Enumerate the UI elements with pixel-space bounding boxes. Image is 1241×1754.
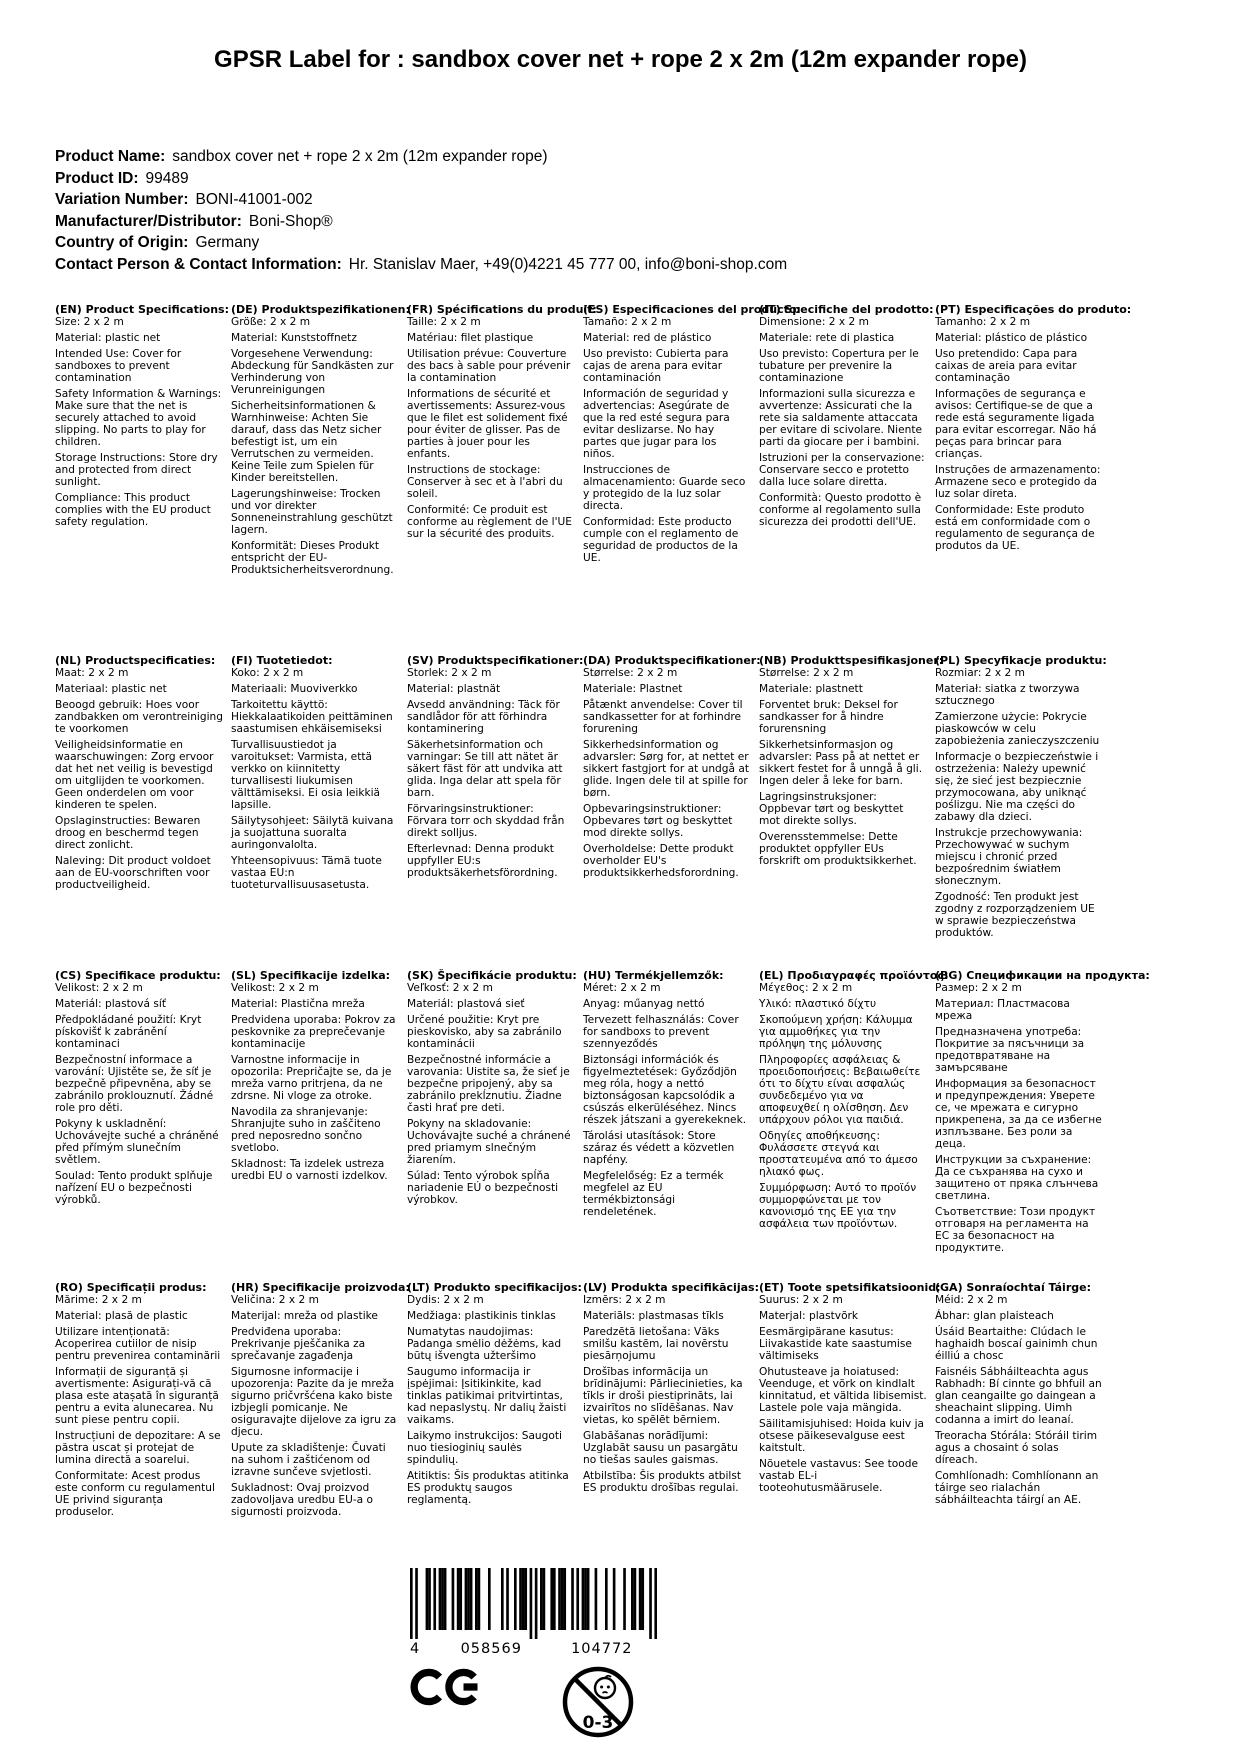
spec-paragraph: Tamanho: 2 x 2 m (935, 316, 1031, 328)
spec-block-da (583, 654, 761, 939)
spec-paragraph: Инструкции за съхранение: Да се съхранява на сухо и защитено от пряка слънчева светлина. (935, 1154, 1099, 1202)
spec-paragraph: Atbilstība: Šis produkts atbilst ES produktu drošības regulai. (583, 1470, 742, 1494)
spec-paragraph: Bezpečnostné informácie a varovania: Uistite sa, že sieť je bezpečne pripojený, aby sa zabránilo prekĺznutiu. Žiadne časti hrať pre deti. (407, 1054, 570, 1114)
compliance-marks (408, 1664, 636, 1740)
spec-paragraph: Größe: 2 x 2 m (231, 316, 311, 328)
spec-paragraph: Předpokládané použití: Kryt pískovišť k zabránění kontaminaci (55, 1014, 202, 1050)
spec-paragraph: Size: 2 x 2 m (55, 316, 124, 328)
spec-paragraph: Storlek: 2 x 2 m (407, 667, 492, 679)
spec-paragraph: Intended Use: Cover for sandboxes to prevent contamination (55, 348, 182, 384)
spec-paragraph: Förvaringsinstruktioner: Förvara torr och skyddad från direkt solljus. (407, 803, 565, 839)
spec-paragraph: Informations de sécurité et avertissements: Assurez-vous que le filet est solidement fixé pour éviter de glisser. Pas de parties à jouer pour les enfants. (407, 388, 568, 460)
field-value: 99489 (145, 169, 189, 187)
spec-paragraph: Avsedd användning: Täck för sandlådor för att förhindra kontaminering (407, 699, 560, 735)
spec-paragraph: Säilytysohjeet: Säilytä kuivana ja suojattuna suoralta auringonvalolta. (231, 815, 394, 851)
spec-paragraph: Pokyny k uskladnění: Uchovávejte suché a chráněné před přímým slunečním světlem. (55, 1118, 219, 1166)
spec-heading-fi: (FI) Tuotetiedot: (231, 654, 333, 667)
spec-block-ro (55, 1281, 223, 1518)
spec-row-2 (55, 654, 1107, 939)
spec-paragraph: Conformitate: Acest produs este conform cu regulamentul UE privind siguranța produselor. (55, 1470, 215, 1518)
spec-paragraph: Materiale: Plastnet (583, 683, 683, 695)
spec-paragraph: Utilisation prévue: Couverture des bacs à sable pour prévenir la contamination (407, 348, 571, 384)
spec-paragraph: Materijal: mreža od plastike (231, 1310, 378, 1322)
spec-paragraph: Material: Plastična mreža (231, 998, 365, 1010)
spec-paragraph: Размер: 2 x 2 m (935, 982, 1022, 994)
spec-paragraph: Lagringsinstruksjoner: Oppbevar tørt og beskyttet mot direkte sollys. (759, 791, 904, 827)
spec-heading-hu: (HU) Termékjellemzők: (583, 969, 724, 982)
spec-paragraph: Sikkerhetsinformasjon og advarsler: Pass på at nettet er sikkert festet for å unngå å gli. Ingen deler å leke for barn. (759, 739, 923, 787)
spec-paragraph: Størrelse: 2 x 2 m (583, 667, 678, 679)
spec-paragraph: Ohutusteave ja hoiatused: Veenduge, et võrk on kindlalt kinnitatud, et vältida libisemist. Lastele pole vaja mängida. (759, 1366, 927, 1414)
spec-paragraph: Zgodność: Ten produkt jest zgodny z rozporządzeniem UE w sprawie bezpieczeństwa produktów. (935, 891, 1095, 939)
spec-paragraph: Taille: 2 x 2 m (407, 316, 481, 328)
spec-paragraph: Soulad: Tento produkt splňuje nařízení EU o bezpečnosti výrobků. (55, 1170, 213, 1206)
spec-paragraph: Beoogd gebruik: Hoes voor zandbakken om verontreiniging te voorkomen (55, 699, 223, 735)
spec-block-nl (55, 654, 223, 939)
spec-heading-hr: (HR) Specifikacije proizvoda: (231, 1281, 410, 1294)
spec-paragraph: Anyag: műanyag nettó (583, 998, 705, 1010)
spec-heading-et: (ET) Toote spetsifikatsioonid: (759, 1281, 941, 1294)
spec-heading-bg: (BG) Спецификации на продукта: (935, 969, 1150, 982)
spec-heading-de: (DE) Produktspezifikationen: (231, 303, 410, 316)
spec-paragraph: Πληροφορίες ασφάλειας & προειδοποιήσεις: Βεβαιωθείτε ότι το δίχτυ είναι ασφαλώς συνδεδεμένο για να αποφευχθεί η ολίσθηση. Δεν υπάρχουν ρόλοι για παιδιά. (759, 1054, 921, 1126)
spec-heading-da: (DA) Produktspecifikationer: (583, 654, 761, 667)
spec-paragraph: Materiaali: Muoviverkko (231, 683, 358, 695)
spec-paragraph: Material: plástico de plástico (935, 332, 1088, 344)
spec-block-lt (407, 1281, 582, 1518)
spec-paragraph: Materiāls: plastmasas tīkls (583, 1310, 724, 1322)
spec-paragraph: Méid: 2 x 2 m (935, 1294, 1008, 1306)
spec-paragraph: Conformité: Ce produit est conforme au règlement de l'UE sur la sécurité des produits. (407, 504, 572, 540)
spec-row-3 (55, 969, 1150, 1254)
spec-paragraph: Glabāšanas norādījumi: Uzglabāt sausu un pasargātu no tiešas saules gaismas. (583, 1430, 738, 1466)
spec-paragraph: Uso previsto: Cubierta para cajas de arena para evitar contaminación (583, 348, 729, 384)
spec-paragraph: Instructions de stockage: Conserver à sec et à l'abri du soleil. (407, 464, 563, 500)
spec-block-pl (935, 654, 1107, 939)
page-title: GPSR Label for : sandbox cover net + rope 2 x 2m (12m expander rope) (214, 46, 1027, 73)
spec-paragraph: Safety Information & Warnings: Make sure that the net is securely attached to avoid slipping. No parts to play for children. (55, 388, 222, 448)
field-label: Country of Origin: (55, 234, 189, 251)
spec-paragraph: Efterlevnad: Denna produkt uppfyller EU:s produktsäkerhetsförordning. (407, 843, 558, 879)
baby-face-icon (595, 1678, 615, 1698)
field-label: Contact Person & Contact Information: (55, 255, 342, 273)
spec-paragraph: Påtænkt anvendelse: Cover til sandkassetter for at forhindre forurening (583, 699, 743, 735)
spec-block-et (759, 1281, 941, 1518)
spec-paragraph: Información de seguridad y advertencias: Asegúrate de que la red esté segura para evitar deslizarse. No hay partes que jugar para los niños. (583, 388, 730, 460)
spec-paragraph: Atitiktis: Šis produktas atitinka ES produktų saugos reglamentą. (407, 1470, 569, 1506)
spec-paragraph: Súlad: Tento výrobok spĺňa nariadenie EÚ o bezpečnosti výrobkov. (407, 1170, 559, 1206)
spec-paragraph: Conformità: Questo prodotto è conforme al regolamento sulla sicurezza dei prodotti dell'UE. (759, 492, 922, 528)
spec-block-fr (407, 303, 597, 576)
spec-row-4 (55, 1281, 1103, 1518)
spec-paragraph: Instrucciones de almacenamiento: Guarde seco y protegido de la luz solar directa. (583, 464, 746, 512)
spec-paragraph: Paredzētā lietošana: Vāks smilšu kastēm, lai novērstu piesārņojumu (583, 1326, 729, 1362)
spec-block-de (231, 303, 410, 576)
barcode-digit-first: 4 (410, 1641, 420, 1657)
spec-heading-es: (ES) Especificaciones del producto: (583, 303, 801, 316)
spec-paragraph: Bezpečnostní informace a varování: Ujistěte se, že síť je bezpečně připevněna, aby se zabránilo proklouznutí. Žádné role pro děti. (55, 1054, 214, 1114)
ean-barcode (410, 1568, 657, 1657)
spec-block-hr (231, 1281, 410, 1518)
spec-paragraph: Sicherheitsinformationen & Warnhinweise: Achten Sie darauf, dass das Netz sicher befestigt ist, um ein Verrutschen zu vermeiden. Keine Teile zum Spielen für Kinder bereitstellen. (231, 400, 382, 484)
spec-block-sv (407, 654, 584, 939)
spec-paragraph: Zamierzone użycie: Pokrycie piaskowców w celu zapobieżenia zanieczyszczeniu (935, 711, 1100, 747)
spec-heading-en: (EN) Product Specifications: (55, 303, 229, 316)
spec-paragraph: Rozmiar: 2 x 2 m (935, 667, 1025, 679)
spec-paragraph: Conformidade: Este produto está em conformidade com o regulamento de segurança de produtos da UE. (935, 504, 1095, 552)
spec-paragraph: Instruções de armazenamento: Armazene seco e protegido da luz solar direta. (935, 464, 1101, 500)
spec-paragraph: Υλικό: πλαστικό δίχτυ (759, 998, 877, 1010)
age-warning-0-3-icon (560, 1664, 636, 1740)
spec-paragraph: Dydis: 2 x 2 m (407, 1294, 484, 1306)
spec-paragraph: Sukladnost: Ovaj proizvod zadovoljava uredbu EU-a o sigurnosti proizvoda. (231, 1482, 374, 1518)
spec-paragraph: Veličina: 2 x 2 m (231, 1294, 319, 1306)
spec-paragraph: Materjal: plastvõrk (759, 1310, 859, 1322)
spec-paragraph: Ábhar: glan plaisteach (935, 1310, 1054, 1322)
spec-heading-el: (EL) Προδιαγραφές προϊόντος: (759, 969, 949, 982)
spec-paragraph: Laikymo instrukcijos: Saugoti nuo tiesioginių saulės spindulių. (407, 1430, 562, 1466)
spec-paragraph: Säilitamisjuhised: Hoida kuiv ja otsese päikesevalguse eest kaitstult. (759, 1418, 924, 1454)
spec-block-bg (935, 969, 1150, 1254)
spec-paragraph: Tervezett felhasználás: Cover for sandboxs to prevent szennyeződés (583, 1014, 739, 1050)
spec-heading-lv: (LV) Produkta specifikācijas: (583, 1281, 759, 1294)
spec-paragraph: Sigurnosne informacije i upozorenja: Pazite da je mreža sigurno pričvršćena kako biste izbjegli pomicanje. Ne osiguravajte dijelove za igru za djecu. (231, 1366, 397, 1438)
spec-paragraph: Yhteensopivuus: Tämä tuote vastaa EU:n tuoteturvallisuusasetusta. (231, 855, 382, 891)
spec-paragraph: Drošības informācija un brīdinājumi: Pārliecinieties, ka tīkls ir droši piestiprināts, lai izvairītos no slīdēšanas. Nav vietas, ko spēlēt bērniem. (583, 1366, 743, 1426)
barcode-bars (410, 1568, 657, 1639)
spec-heading-nb: (NB) Produkttspesifikasjoner: (759, 654, 944, 667)
spec-paragraph: Material: red de plástico (583, 332, 712, 344)
spec-paragraph: Predviđena uporaba: Prekrivanje pješčanika za sprečavanje zagađenja (231, 1326, 366, 1362)
spec-paragraph: Koko: 2 x 2 m (231, 667, 304, 679)
spec-heading-cs: (CS) Specifikace produktu: (55, 969, 221, 982)
spec-paragraph: Μέγεθος: 2 x 2 m (759, 982, 853, 994)
spec-paragraph: Numatytas naudojimas: Padanga smėlio dėžėms, kad būtų išvengta užteršimo (407, 1326, 562, 1362)
spec-paragraph: Izmērs: 2 x 2 m (583, 1294, 666, 1306)
spec-heading-sk: (SK) Špecifikácie produktu: (407, 969, 577, 982)
spec-block-el (759, 969, 949, 1254)
field-value: Boni-Shop® (248, 212, 333, 230)
spec-paragraph: Treoracha Stórála: Stóráil tirim agus a chosaint ó solas díreach. (935, 1430, 1098, 1466)
spec-paragraph: Istruzioni per la conservazione: Conservare secco e protetto dalla luce solare diretta. (759, 452, 925, 488)
spec-paragraph: Určené použitie: Kryt pre pieskovisko, aby sa zabránilo kontaminácii (407, 1014, 562, 1050)
spec-heading-pl: (PL) Specyfikacje produktu: (935, 654, 1107, 667)
field-value: Germany (195, 234, 260, 251)
spec-paragraph: Predvidena uporaba: Pokrov za peskovnike za preprečevanje kontaminacije (231, 1014, 396, 1050)
spec-paragraph: Οδηγίες αποθήκευσης: Φυλάσσετε στεγνά και προστατευμένα από το άμεσο ηλιακό φως. (759, 1130, 918, 1178)
field-value: sandbox cover net + rope 2 x 2m (12m expander rope) (172, 148, 548, 165)
spec-paragraph: Skladnost: Ta izdelek ustreza uredbi EU o varnosti izdelkov. (231, 1158, 388, 1182)
field-label: Manufacturer/Distributor: (55, 212, 242, 230)
spec-block-pt (935, 303, 1132, 576)
spec-paragraph: Biztonsági információk és figyelmeztetések: Győződjön meg róla, hogy a nettó biztonságosan kapcsolódik a csúszás elkerüléséhez. Nincs részek játszani a gyerekeknek. (583, 1054, 747, 1126)
spec-paragraph: Matériau: filet plastique (407, 332, 534, 344)
spec-paragraph: Velikost: 2 x 2 m (231, 982, 319, 994)
spec-paragraph: Instrucțiuni de depozitare: A se păstra uscat și protejat de lumina directă a soarelui. (55, 1430, 221, 1466)
spec-paragraph: Storage Instructions: Store dry and protected from direct sunlight. (55, 452, 218, 488)
spec-paragraph: Uso pretendido: Capa para caixas de areia para evitar contaminação (935, 348, 1078, 384)
field-label: Product Name: (55, 148, 166, 165)
spec-paragraph: Upute za skladištenje: Čuvati na suhom i zaštićenom od izravne sunčeve svjetlosti. (231, 1442, 386, 1478)
spec-block-sk (407, 969, 575, 1254)
spec-paragraph: Størrelse: 2 x 2 m (759, 667, 854, 679)
spec-paragraph: Σκοπούμενη χρήση: Κάλυμμα για αμμοθήκες για την πρόληψη της μόλυνσης (759, 1014, 913, 1050)
field-label: Variation Number: (55, 191, 189, 208)
spec-paragraph: Mărime: 2 x 2 m (55, 1294, 142, 1306)
spec-paragraph: Informații de siguranță și avertismente: Asigurați-vă că plasa este atașată în siguranță pentru a evita alunecarea. Nu sunt piese pentru copii. (55, 1366, 219, 1426)
spec-paragraph: Forventet bruk: Deksel for sandkasser for å hindre forurensning (759, 699, 898, 735)
spec-heading-sv: (SV) Produktspecifikationer: (407, 654, 584, 667)
spec-paragraph: Material: plastic net (55, 332, 161, 344)
spec-heading-pt: (PT) Especificações do produto: (935, 303, 1132, 316)
spec-paragraph: Veľkosť: 2 x 2 m (407, 982, 493, 994)
spec-paragraph: Materiál: plastová sieť (407, 998, 525, 1010)
spec-paragraph: Συμμόρφωση: Αυτό το προϊόν συμμορφώνεται με τον κανονισμό της ΕΕ για την ασφάλεια των προϊόντων. (759, 1182, 917, 1230)
spec-heading-nl: (NL) Productspecificaties: (55, 654, 216, 667)
spec-paragraph: Naleving: Dit product voldoet aan de EU-voorschriften voor productveiligheid. (55, 855, 211, 891)
spec-paragraph: Tamaño: 2 x 2 m (583, 316, 672, 328)
spec-paragraph: Informações de segurança e avisos: Certifique-se de que a rede está seguramente ligada para evitar escorregar. Não há peças para brincar para crianças. (935, 388, 1097, 460)
spec-block-sl (231, 969, 399, 1254)
spec-paragraph: Úsáid Beartaithe: Clúdach le haghaidh boscaí gainimh chun éilliú a chosc (935, 1326, 1098, 1362)
spec-paragraph: Comhlíonadh: Comhlíonann an táirge seo rialachán sábháilteachta táirgí an AE. (935, 1470, 1099, 1506)
spec-heading-it: (IT) Specifiche del prodotto: (759, 303, 934, 316)
spec-paragraph: Overholdelse: Dette produkt overholder EU's produktsikkerhedsforordning. (583, 843, 739, 879)
spec-paragraph: Materiál: plastová síť (55, 998, 167, 1010)
spec-paragraph: Saugumo informacija ir įspėjimai: Įsitikinkite, kad tinklas patikimai pritvirtintas, kad nepaslystų. Nr dalių žaisti vaikams. (407, 1366, 567, 1426)
spec-paragraph: Maat: 2 x 2 m (55, 667, 129, 679)
spec-paragraph: Информация за безопасност и предупреждения: Уверете се, че мрежата е сигурно прикрепена, за да се избегне изплъзване. Без роли за деца. (935, 1078, 1102, 1150)
age-range-text: 0-3 (582, 1713, 614, 1733)
spec-paragraph: Velikost: 2 x 2 m (55, 982, 143, 994)
spec-paragraph: Säkerhetsinformation och varningar: Se till att nätet är säkert fäst för att undvika att glida. Inga delar att spela för barn. (407, 739, 563, 799)
spec-paragraph: Dimensione: 2 x 2 m (759, 316, 869, 328)
spec-block-es (583, 303, 801, 576)
spec-paragraph: Material: plastnät (407, 683, 501, 695)
spec-paragraph: Medžiaga: plastikinis tinklas (407, 1310, 556, 1322)
spec-paragraph: Méret: 2 x 2 m (583, 982, 661, 994)
spec-paragraph: Utilizare intenționată: Acoperirea cutiilor de nisip pentru prevenirea contaminării (55, 1326, 221, 1362)
spec-block-ga (935, 1281, 1103, 1518)
spec-heading-ro: (RO) Specificații produs: (55, 1281, 207, 1294)
field-label: Product ID: (55, 169, 139, 187)
spec-block-nb (759, 654, 944, 939)
spec-paragraph: Varnostne informacije in opozorila: Prepričajte se, da je mreža varno pritrjena, da ne zdrsne. Ni vloge za otroke. (231, 1054, 392, 1102)
field-value: Hr. Stanislav Maer, +49(0)4221 45 777 00, info@boni-shop.com (348, 255, 788, 273)
spec-paragraph: Materiał: siatka z tworzywa sztucznego (935, 683, 1080, 707)
spec-paragraph: Konformität: Dieses Produkt entspricht der EU-Produktsicherheitsverordnung. (231, 540, 394, 576)
barcode-right-group: 104772 (571, 1641, 633, 1657)
spec-paragraph: Eesmärgipärane kasutus: Liivakastide kate saastumise vältimiseks (759, 1326, 912, 1362)
spec-paragraph: Turvallisuustiedot ja varoitukset: Varmista, että verkko on kiinnitetty turvallisesti liukumisen välttämiseksi. Ei osia leikkiä lapsille. (231, 739, 381, 811)
spec-paragraph: Megfelelőség: Ez a termék megfelel az EU termékbiztonsági rendeletének. (583, 1170, 724, 1218)
spec-paragraph: Informazioni sulla sicurezza e avvertenze: Assicurati che la rete sia saldamente attaccata per evitare di scivolare. Niente parti da giocare per i bambini. (759, 388, 923, 448)
spec-paragraph: Sikkerhedsinformation og advarsler: Sørg for, at nettet er sikkert fastgjort for at undgå at glide. Ingen dele til at spille for børn. (583, 739, 749, 799)
barcode-digits (410, 1641, 657, 1657)
ce-mark-icon (408, 1664, 482, 1710)
spec-paragraph: Vorgesehene Verwendung: Abdeckung für Sandkästen zur Verhinderung von Verunreinigungen (231, 348, 394, 396)
field-value: BONI-41001-002 (195, 191, 313, 208)
spec-paragraph: Navodila za shranjevanje: Shranjujte suho in zaščiteno pred neposredno sončno svetlobo. (231, 1106, 381, 1154)
spec-paragraph: Overensstemmelse: Dette produktet oppfyller EUs forskrift om produktsikkerhet. (759, 831, 917, 867)
spec-paragraph: Materiale: rete di plastica (759, 332, 895, 344)
spec-paragraph: Suurus: 2 x 2 m (759, 1294, 843, 1306)
spec-paragraph: Nõuetele vastavus: See toode vastab EL-i tooteohutusmäärusele. (759, 1458, 918, 1494)
spec-paragraph: Предназначена употреба: Покритие за пясъчници за предотвратяване на замърсяване (935, 1026, 1085, 1074)
spec-paragraph: Informacje o bezpieczeństwie i ostrzeżenia: Należy upewnić się, że sieć jest bezpiecznie przymocowana, aby uniknąć poślizgu. Nie ma części do zabawy dla dzieci. (935, 751, 1099, 823)
spec-heading-ga: (GA) Sonraíochtaí Táirge: (935, 1281, 1091, 1294)
spec-paragraph: Materiale: plastnett (759, 683, 863, 695)
spec-paragraph: Lagerungshinweise: Trocken und vor direkter Sonneneinstrahlung geschützt lagern. (231, 488, 393, 536)
spec-block-hu (583, 969, 751, 1254)
spec-paragraph: Opbevaringsinstruktioner: Opbevares tørt og beskyttet mod direkte sollys. (583, 803, 733, 839)
spec-paragraph: Veiligheidsinformatie en waarschuwingen: Zorg ervoor dat het net veilig is bevestigd om uitglijden te voorkomen. Geen onderdelen om voor kinderen te spelen. (55, 739, 214, 811)
spec-heading-lt: (LT) Produkto specifikacijos: (407, 1281, 582, 1294)
spec-paragraph: Material: plasă de plastic (55, 1310, 188, 1322)
spec-block-en (55, 303, 229, 576)
spec-block-fi (231, 654, 399, 939)
spec-paragraph: Tarkoitettu käyttö: Hiekkalaatikoiden peittäminen saastumisen ehkäisemiseksi (231, 699, 393, 735)
spec-paragraph: Compliance: This product complies with the EU product safety regulation. (55, 492, 211, 528)
spec-heading-sl: (SL) Specifikacije izdelka: (231, 969, 391, 982)
spec-paragraph: Opslaginstructies: Bewaren droog en beschermd tegen direct zonlicht. (55, 815, 201, 851)
spec-paragraph: Faisnéis Sábháilteachta agus Rabhadh: Bí cinnte go bhfuil an glan ceangailte go daingean a sheachaint slipping. Uimh codanna a imirt do leanaí. (935, 1366, 1102, 1426)
spec-paragraph: Materiaal: plastic net (55, 683, 167, 695)
spec-heading-fr: (FR) Spécifications du produit: (407, 303, 597, 316)
spec-paragraph: Pokyny na skladovanie: Uchovávajte suché a chránené pred priamym slnečným žiarením. (407, 1118, 571, 1166)
spec-row-1 (55, 303, 1132, 576)
spec-paragraph: Uso previsto: Copertura per le tubature per prevenire la contaminazione (759, 348, 919, 384)
spec-block-it (759, 303, 934, 576)
spec-block-lv (583, 1281, 759, 1518)
spec-paragraph: Instrukcje przechowywania: Przechowywać w suchym miejscu i chronić przed bezpośrednim światłem słonecznym. (935, 827, 1083, 887)
spec-block-cs (55, 969, 223, 1254)
spec-paragraph: Материал: Пластмасова мрежа (935, 998, 1070, 1022)
spec-paragraph: Съответствие: Този продукт отговаря на регламента на ЕС за безопасност на продуктите. (935, 1206, 1096, 1254)
spec-paragraph: Tárolási utasítások: Store száraz és védett a közvetlen napfény. (583, 1130, 735, 1166)
barcode-left-group: 058569 (460, 1641, 522, 1657)
spec-paragraph: Material: Kunststoffnetz (231, 332, 357, 344)
spec-paragraph: Conformidad: Este producto cumple con el reglamento de seguridad de productos de la UE. (583, 516, 739, 564)
